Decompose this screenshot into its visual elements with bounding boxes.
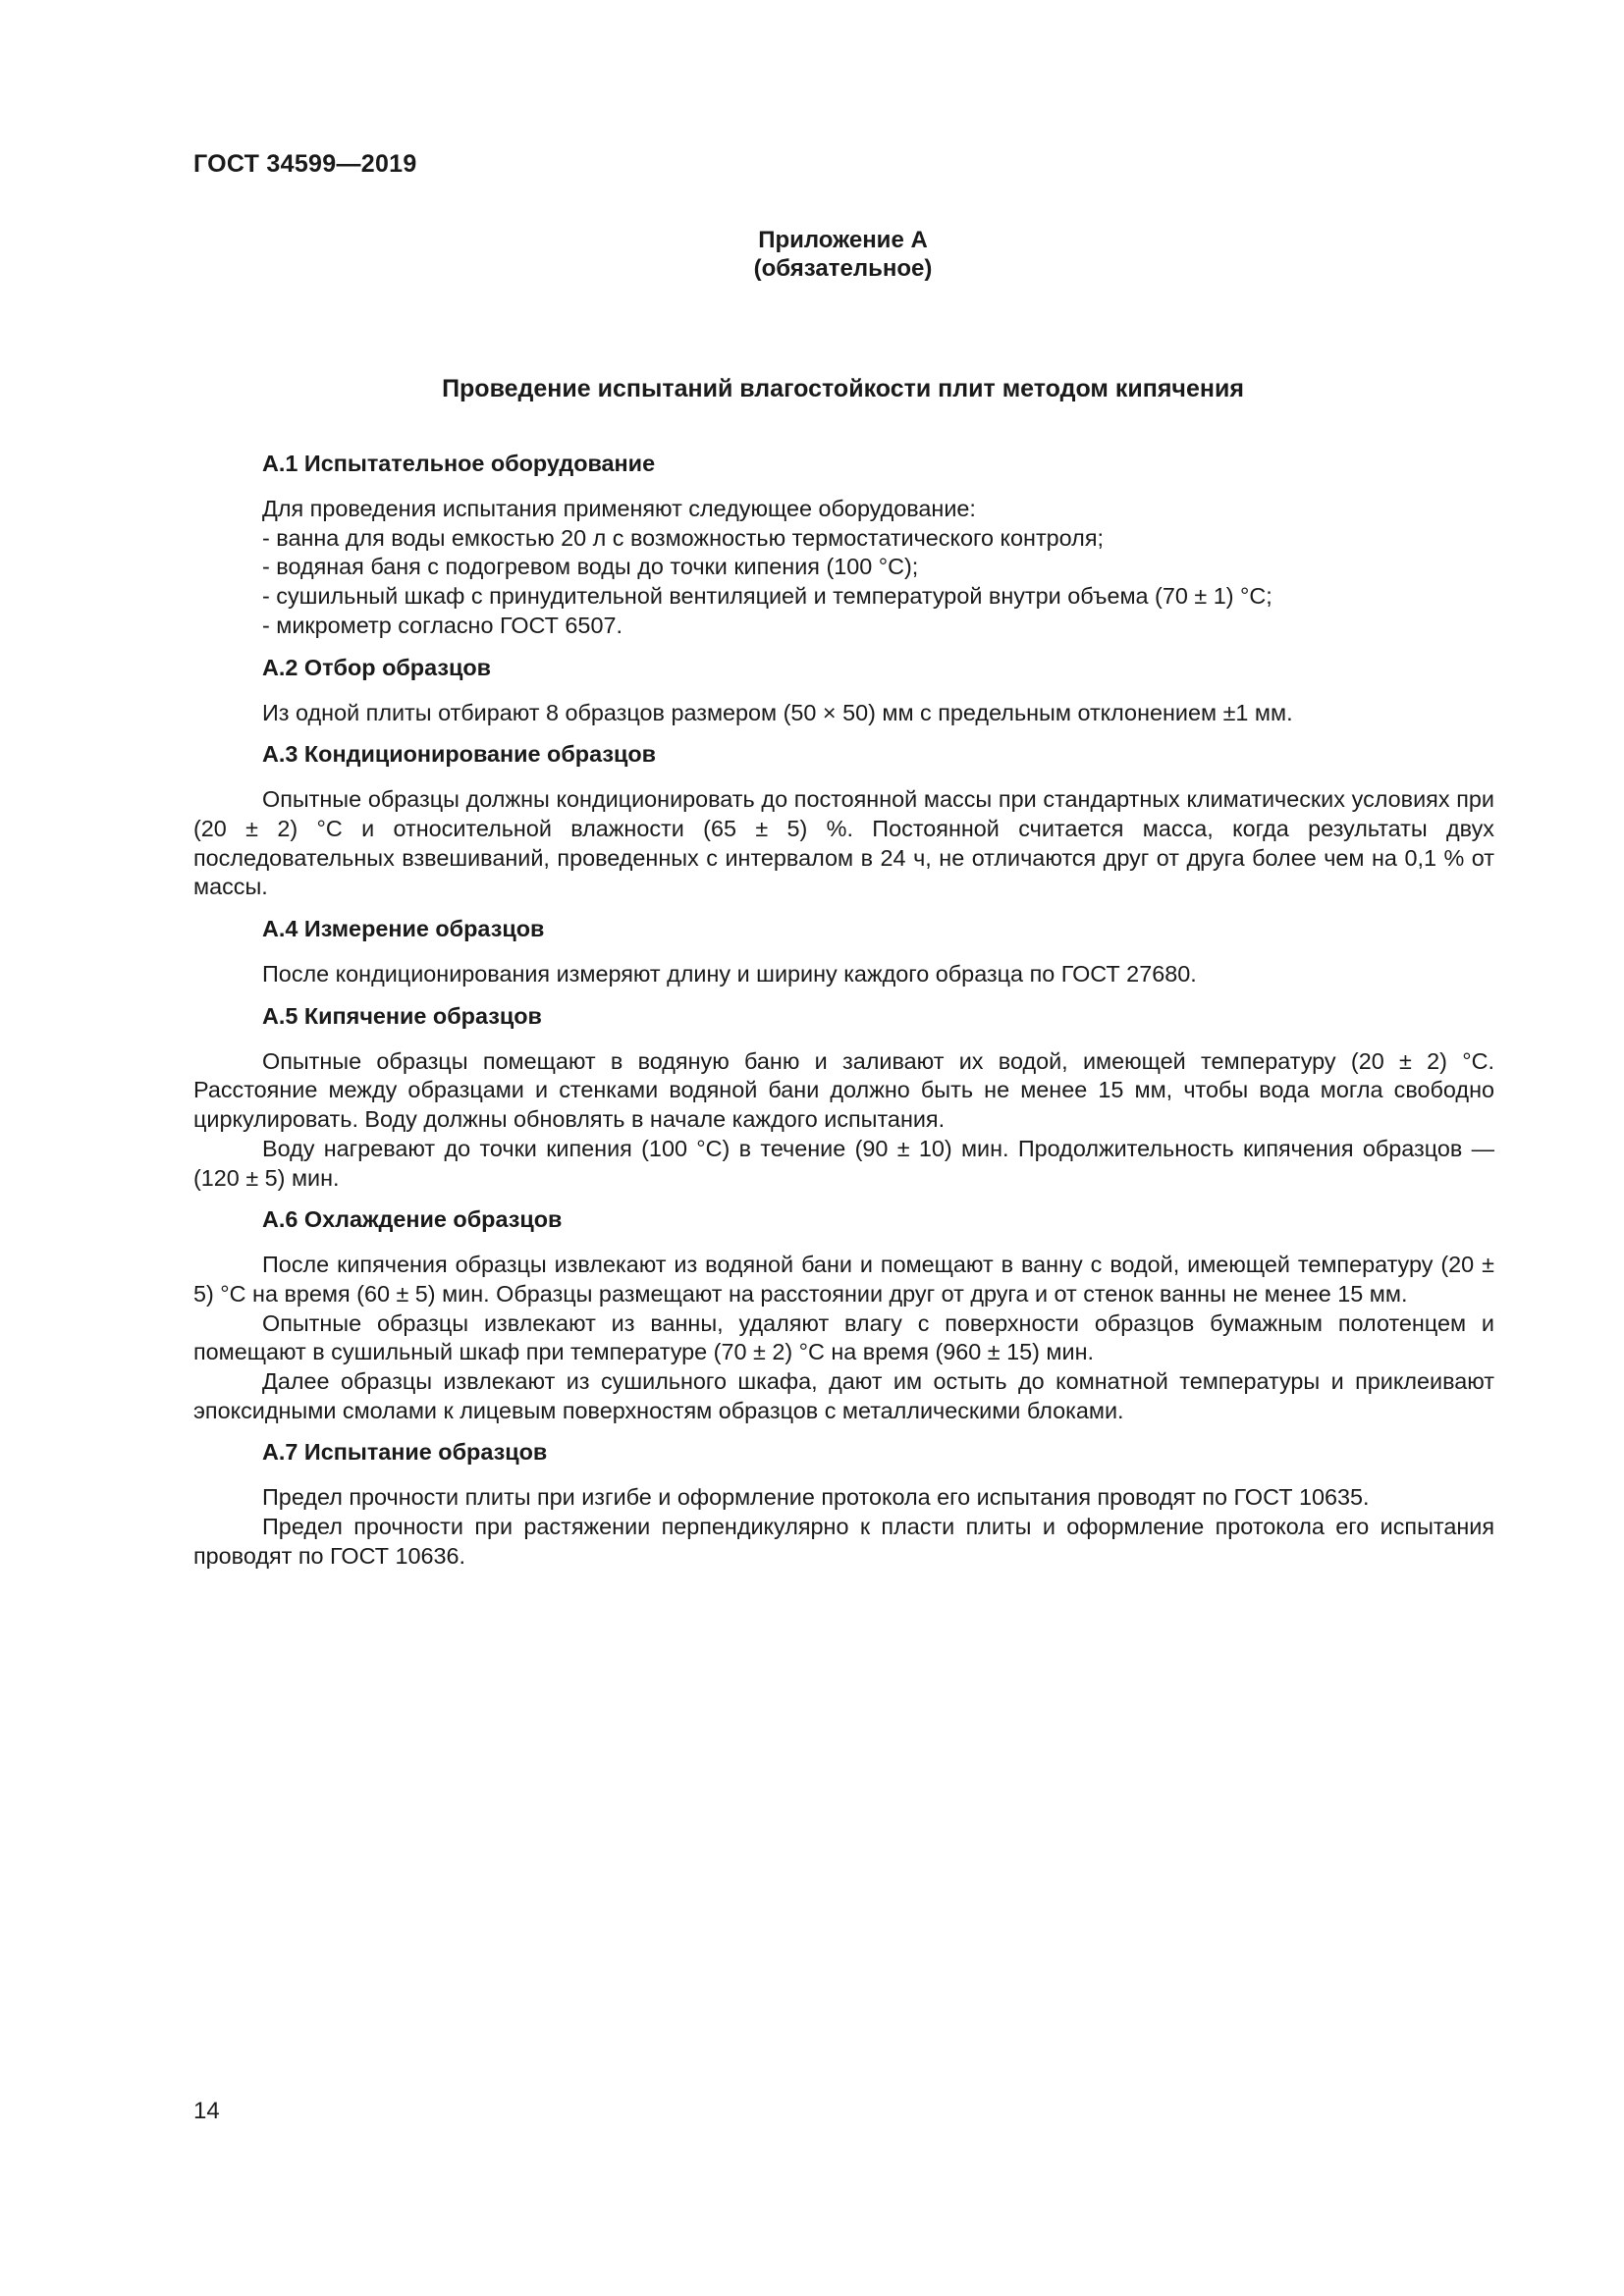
section-a7-paragraph-1: Предел прочности плиты при изгибе и оформление протокола его испытания проводят по ГОСТ 10635. — [262, 1484, 1370, 1511]
document-body — [193, 450, 1494, 1572]
annex-heading — [193, 226, 1492, 283]
section-a1-heading: А.1 Испытательное оборудование — [262, 451, 656, 476]
equipment-intro: Для проведения испытания применяют следующее оборудование: — [262, 496, 976, 521]
section-a5-heading: А.5 Кипячение образцов — [262, 1002, 542, 1029]
section-a5-paragraph-1: Опытные образцы помещают в водяную баню и заливают их водой, имеющей температуру (20 ± 2) °С. Расстояние между образцами и стенками водяной бани должно быть не менее 15 мм, чтобы вода могла свободно циркулировать. Воду должны обновлять в начале каждого испытания. — [193, 1047, 1494, 1133]
section-a3-paragraph: Опытные образцы должны кондиционировать до постоянной массы при стандартных климатических условиях при (20 ± 2) °С и относительной влажности (65 ± 5) %. Постоянной считается масса, когда результаты двух последовательных взвешиваний, проведенных с интервалом в 24 ч, не отличаются друг от друга более чем на 0,1 % от массы. — [193, 786, 1494, 900]
page-number: 14 — [193, 2098, 220, 2124]
section-a2-heading: А.2 Отбор образцов — [262, 654, 492, 680]
list-item: - сушильный шкаф с принудительной вентиляцией и температурой внутри объема (70 ± 1) °С; — [262, 583, 1272, 610]
list-item: - ванна для воды емкостью 20 л с возможностью термостатического контроля; — [262, 524, 1104, 551]
annex-title: Проведение испытаний влагостойкости плит методом кипячения — [442, 375, 1244, 402]
section-a7-paragraph-2: Предел прочности при растяжении перпендикулярно к пласти плиты и оформление протокола его испытания проводят по ГОСТ 10636. — [193, 1514, 1494, 1569]
annex-status: (обязательное) — [753, 255, 933, 282]
list-item: - микрометр согласно ГОСТ 6507. — [262, 612, 623, 638]
section-a4-paragraph: После кондиционирования измеряют длину и ширину каждого образца по ГОСТ 27680. — [262, 961, 1197, 988]
section-a5-paragraph-2: Воду нагревают до точки кипения (100 °С) в течение (90 ± 10) мин. Продолжительность кипячения образцов — (120 ± 5) мин. — [193, 1135, 1494, 1191]
section-a3-heading: А.3 Кондиционирование образцов — [262, 741, 657, 768]
section-a6-paragraph-1: После кипячения образцы извлекают из водяной бани и помещают в ванну с водой, имеющей температуру (20 ± 5) °С на время (60 ± 5) мин. Образцы размещают на расстоянии друг от друга и от стенок ванны не менее 15 мм. — [193, 1252, 1494, 1307]
section-a4-heading: А.4 Измерение образцов — [262, 916, 545, 942]
list-item: - водяная баня с подогревом воды до точки кипения (100 °С); — [262, 554, 919, 580]
section-a2-paragraph: Из одной плиты отбирают 8 образцов размером (50 × 50) мм с предельным отклонением ±1 мм. — [262, 699, 1293, 725]
document-header: ГОСТ 34599—2019 — [193, 150, 417, 178]
section-a6-paragraph-3: Далее образцы извлекают из сушильного шкафа, дают им остыть до комнатной температуры и приклеивают эпоксидными смолами к лицевым поверхностям образцов с металлическими блоками. — [193, 1368, 1494, 1423]
equipment-list — [193, 495, 1494, 641]
annex-label: Приложение А — [758, 227, 928, 253]
section-a6-heading: А.6 Охлаждение образцов — [262, 1206, 563, 1233]
section-a7-heading: А.7 Испытание образцов — [262, 1439, 548, 1466]
section-a6-paragraph-2: Опытные образцы извлекают из ванны, удаляют влагу с поверхности образцов бумажным полотенцем и помещают в сушильный шкаф при температуре (70 ± 2) °С на время (960 ± 15) мин. — [193, 1309, 1494, 1365]
